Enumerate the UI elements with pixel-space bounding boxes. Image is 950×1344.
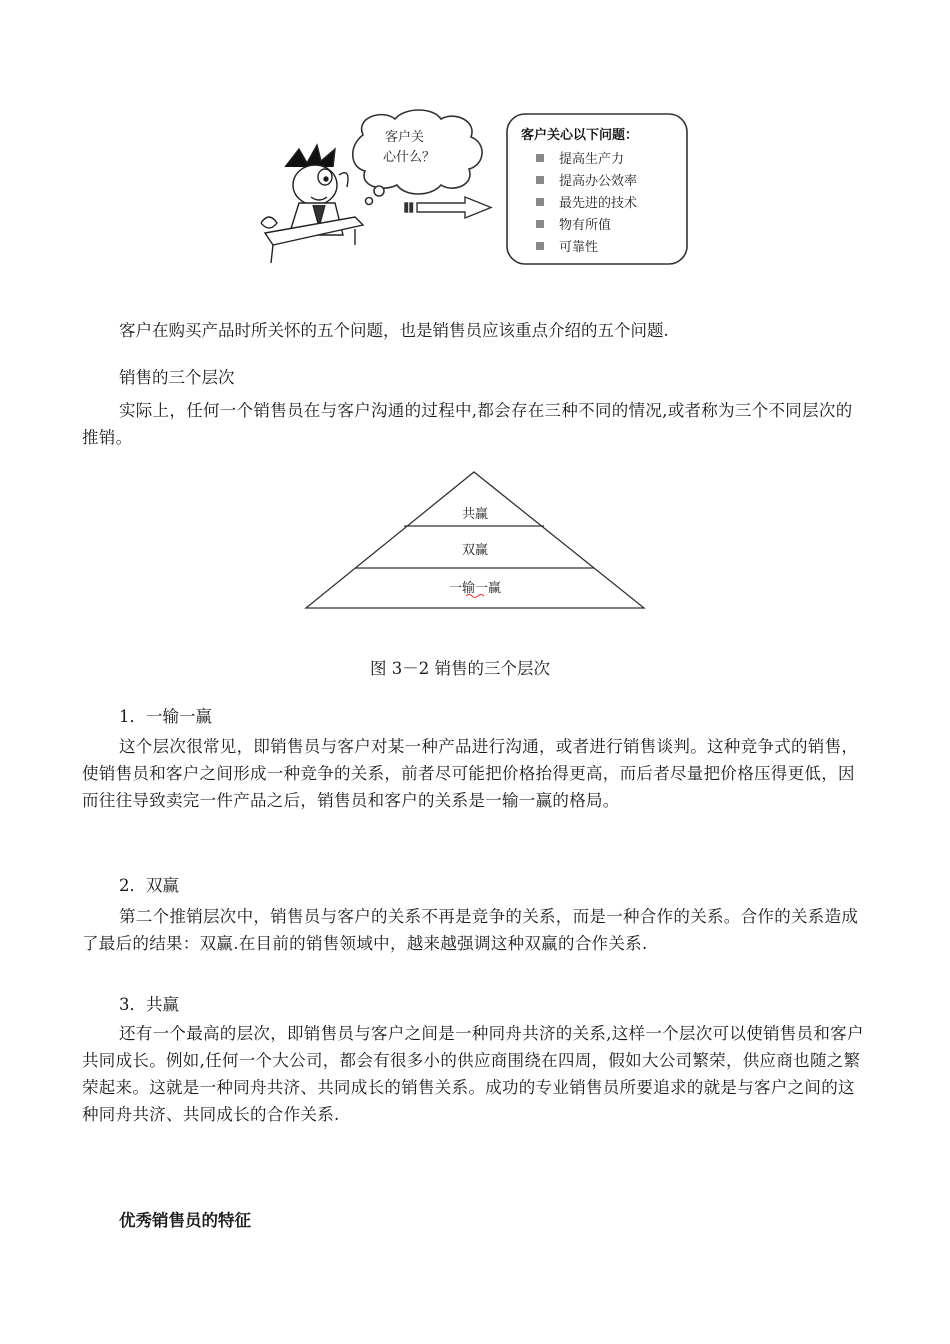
paragraph-five-concerns: 客户在购买产品时所关怀的五个问题，也是销售员应该重点介绍的五个问题. [119,320,669,340]
concern-item: 提高生产力 [559,152,625,167]
section-title-excellent-salesperson: 优秀销售员的特征 [119,1210,251,1230]
figure-caption: 图 3－2 销售的三个层次 [370,658,550,678]
paragraph-one-loss-one-win: 这个层次很常见，即销售员与客户对某一种产品进行沟通，或者进行销售谈判。这种竞争式的销售，使销售员和客户之间形成一种竞争的关系，前者尽可能把价格抬得更高，而后者尽量把价格压得更低，因而往往导致卖完一件产品之后，销售员和客户的关系是一输一赢的格局。 [82,737,859,810]
section-title-three-levels: 销售的三个层次 [119,367,235,387]
concerns-box-title: 客户关心以下问题： [521,128,639,143]
arrow-icon [405,197,491,218]
pyramid-level-middle: 双赢 [461,543,489,558]
item-title-win-win: 2．双赢 [119,875,179,895]
item-title-common-win: 3．共赢 [119,994,179,1014]
concern-item: 最先进的技术 [559,196,638,211]
pyramid-level-bottom: 一输一赢 [448,581,502,596]
customer-concerns-figure [255,105,695,275]
concern-item: 提高办公效率 [559,174,638,189]
paragraph-win-win: 第二个推销层次中，销售员与客户的关系不再是竞争的关系，而是一种合作的关系。合作的关系造成了最后的结果：双赢.在目前的销售领域中，越来越强调这种双赢的合作关系. [82,907,859,953]
paragraph-three-levels-intro: 实际上，任何一个销售员在与客户沟通的过程中,都会存在三种不同的情况,或者称为三个不同层次的推销。 [82,401,853,447]
concern-item: 可靠性 [559,240,599,255]
item-title-one-loss-one-win: 1．一输一赢 [119,706,212,726]
pyramid-level-top: 共赢 [461,507,489,522]
cartoon-salesman-illustration [261,145,363,263]
sales-levels-pyramid [300,466,650,614]
paragraph-common-win: 还有一个最高的层次，即销售员与客户之间是一种同舟共济的关系,这样一个层次可以使销售员和客户共同成长。例如,任何一个大公司，都会有很多小的供应商围绕在四周，假如大公司繁荣，供应商也随之繁荣起来。这就是一种同舟共济、共同成长的销售关系。成功的专业销售员所要追求的就是与客户之间的这种同舟共济、共同成长的合作关系. [82,1024,864,1124]
bubble-text-line1: 客户关 [385,130,425,145]
concern-item: 物有所值 [559,218,612,233]
bubble-text-line2: 心什么？ [383,150,436,165]
